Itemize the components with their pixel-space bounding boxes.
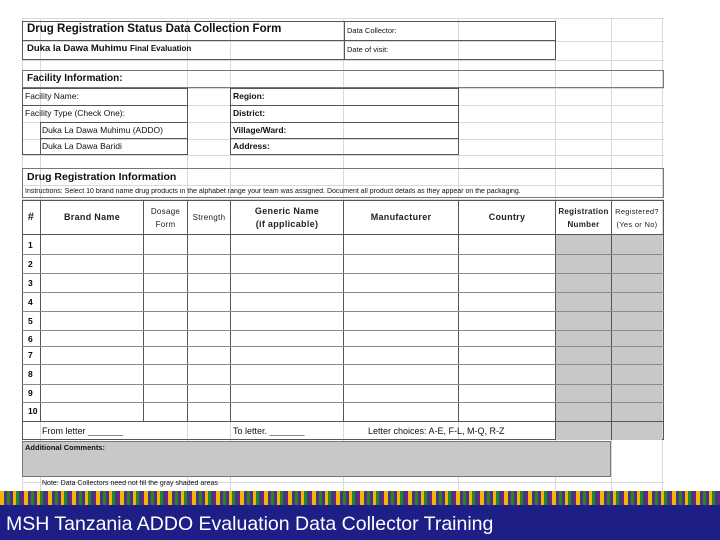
facility-name-label: Facility Name: <box>25 91 79 101</box>
row-number: 4 <box>28 297 33 307</box>
col-brand-name-header: Brand Name <box>63 212 120 222</box>
row-number: 6 <box>28 334 33 344</box>
additional-comments-label: Additional Comments: <box>25 443 105 452</box>
district-label: District: <box>233 108 266 118</box>
row-number: 2 <box>28 259 33 269</box>
region-label: Region: <box>233 91 265 101</box>
row-number: 10 <box>28 406 38 416</box>
dosage-header-line2: Form <box>155 219 176 229</box>
row-number: 9 <box>28 388 33 398</box>
dosage-header-line1: Dosage <box>150 206 181 216</box>
col-registration-number-header <box>556 201 611 234</box>
col-registered-header <box>612 201 662 234</box>
gray-area-note: Note: Data Collectors need not fill the gray shaded areas <box>42 480 218 487</box>
decorative-stripe <box>0 491 720 506</box>
reg-number-shaded-column <box>556 235 611 440</box>
subtitle-main: Duka la Dawa Muhimu <box>27 43 128 54</box>
form-subtitle <box>27 43 191 54</box>
reg-header-line1: Registration <box>558 206 609 216</box>
col-manufacturer-header: Manufacturer <box>370 212 432 222</box>
from-letter-field[interactable]: From letter _______ <box>42 426 124 436</box>
col-dosage-form-header <box>144 201 187 234</box>
facility-type-option-baridi[interactable]: Duka La Dawa Baridi <box>42 141 122 151</box>
form-sheet <box>22 18 664 491</box>
facility-section-title: Facility Information: <box>27 73 123 84</box>
footer-caption: MSH Tanzania ADDO Evaluation Data Collector Training <box>6 513 494 535</box>
subtitle-suffix: Final Evaluation <box>129 44 192 53</box>
col-country-header: Country <box>488 212 526 222</box>
row-number: 5 <box>28 316 33 326</box>
registered-header-line2: (Yes or No) <box>616 219 658 229</box>
facility-type-option-addo[interactable]: Duka La Dawa Muhimu (ADDO) <box>42 125 163 135</box>
registered-header-line1: Registered? <box>615 206 659 216</box>
letter-choices-text: Letter choices: A-E, F-L, M-Q, R-Z <box>368 426 505 436</box>
additional-comments-area <box>22 441 611 477</box>
date-of-visit-label: Date of visit: <box>347 45 389 54</box>
facility-type-label: Facility Type (Check One): <box>25 108 125 118</box>
village-ward-label: Village/Ward: <box>233 125 287 135</box>
instructions-text: Instructions: Select 10 brand name drug products in the alphabet range your team was assigned. Document all product details as they appear on the packaging. <box>25 188 521 195</box>
registered-shaded-column <box>611 235 662 440</box>
drug-section-title: Drug Registration Information <box>27 171 177 183</box>
data-collector-label: Data Collector: <box>347 26 397 35</box>
reg-header-line2: Number <box>567 219 600 229</box>
row-number: 1 <box>28 240 33 250</box>
form-title: Drug Registration Status Data Collection Form <box>27 23 282 35</box>
row-number: 7 <box>28 350 33 360</box>
col-strength-header: Strength <box>192 213 226 222</box>
to-letter-field[interactable]: To letter. _______ <box>233 426 305 436</box>
generic-header-line2: (if applicable) <box>255 218 319 229</box>
address-label: Address: <box>233 141 270 151</box>
col-number-header: # <box>27 211 35 223</box>
row-number: 3 <box>28 278 33 288</box>
generic-header-line1: Generic Name <box>254 205 320 216</box>
col-generic-name-header <box>231 201 343 234</box>
row-number: 8 <box>28 369 33 379</box>
footer-banner <box>0 491 720 540</box>
